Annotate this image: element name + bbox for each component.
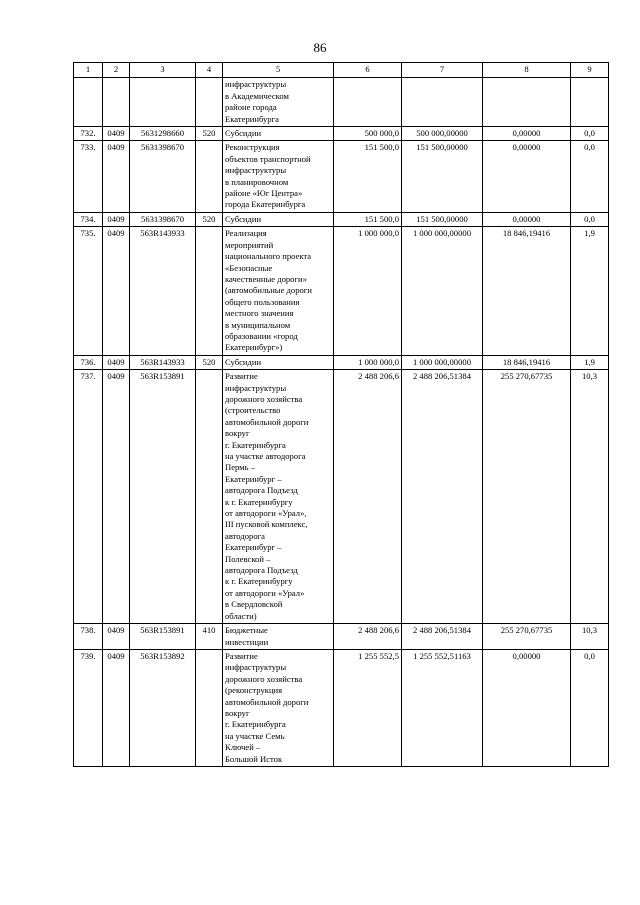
expense-type-code: 410 xyxy=(196,624,223,650)
amount-approved: 1 000 000,00000 xyxy=(402,355,483,369)
amount-planned: 1 000 000,0 xyxy=(334,227,402,355)
row-number: 739. xyxy=(74,649,103,766)
section-code: 0409 xyxy=(103,649,130,766)
row-number: 733. xyxy=(74,141,103,212)
amount-executed: 0,00000 xyxy=(483,127,571,141)
expense-type-code: 520 xyxy=(196,127,223,141)
table-row xyxy=(74,78,609,127)
item-name: Субсидии xyxy=(223,355,334,369)
item-name: Субсидии xyxy=(223,212,334,226)
column-header: 3 xyxy=(130,63,196,78)
amount-executed: 0,00000 xyxy=(483,649,571,766)
column-header: 9 xyxy=(571,63,609,78)
item-name: Субсидии xyxy=(223,127,334,141)
amount-executed: 18 846,19416 xyxy=(483,355,571,369)
amount-executed: 0,00000 xyxy=(483,212,571,226)
execution-percent: 0,0 xyxy=(571,141,609,212)
target-code: 563R143933 xyxy=(130,355,196,369)
table-row xyxy=(74,212,609,226)
column-header: 1 xyxy=(74,63,103,78)
column-header: 8 xyxy=(483,63,571,78)
amount-executed: 255 270,67735 xyxy=(483,370,571,624)
column-header: 6 xyxy=(334,63,402,78)
section-code: 0409 xyxy=(103,141,130,212)
table-row xyxy=(74,649,609,766)
target-code: 563R153891 xyxy=(130,624,196,650)
execution-percent: 0,0 xyxy=(571,649,609,766)
execution-percent xyxy=(571,78,609,127)
execution-percent: 1,9 xyxy=(571,355,609,369)
item-name: Развитие инфраструктуры дорожного хозяйства (строительство автомобильной дороги вокруг г. Екатеринбурга на участке автодорога Пермь – Екатеринбург – автодорога Подъезд к г. Екатеринбургу от автодороги «Урал», III пусковой комплекс, автодорога Екатеринбург – Полевской – автодорога Подъезд к г. Екатеринбургу от автодороги «Урал» в Свердловской области) xyxy=(223,370,334,624)
budget-table xyxy=(73,62,609,767)
amount-executed xyxy=(483,78,571,127)
amount-planned: 1 000 000,0 xyxy=(334,355,402,369)
table-row xyxy=(74,227,609,355)
section-code: 0409 xyxy=(103,370,130,624)
target-code: 563R143933 xyxy=(130,227,196,355)
row-number: 735. xyxy=(74,227,103,355)
amount-approved: 500 000,00000 xyxy=(402,127,483,141)
execution-percent: 0,0 xyxy=(571,127,609,141)
row-number: 732. xyxy=(74,127,103,141)
execution-percent: 10,3 xyxy=(571,624,609,650)
item-name: инфраструктуры в Академическом районе города Екатеринбурга xyxy=(223,78,334,127)
expense-type-code xyxy=(196,141,223,212)
section-code: 0409 xyxy=(103,212,130,226)
item-name: Реконструкция объектов транспортной инфраструктуры в планировочном районе «Юг Центра» города Екатеринбурга xyxy=(223,141,334,212)
amount-approved: 2 488 206,51384 xyxy=(402,370,483,624)
section-code: 0409 xyxy=(103,355,130,369)
target-code: 563R153892 xyxy=(130,649,196,766)
amount-planned: 151 500,0 xyxy=(334,212,402,226)
item-name: Реализация мероприятий национального проекта «Безопасные качественные дороги» (автомобильные дороги общего пользования местного значения в муниципальном образовании «город Екатеринбург») xyxy=(223,227,334,355)
amount-approved xyxy=(402,78,483,127)
amount-planned xyxy=(334,78,402,127)
section-code: 0409 xyxy=(103,227,130,355)
target-code: 5631398670 xyxy=(130,212,196,226)
row-number: 737. xyxy=(74,370,103,624)
table-row xyxy=(74,355,609,369)
item-name: Развитие инфраструктуры дорожного хозяйства (реконструкция автомобильной дороги вокруг г. Екатеринбурга на участке Семь Ключей – Большой Исток xyxy=(223,649,334,766)
table-row xyxy=(74,141,609,212)
execution-percent: 1,9 xyxy=(571,227,609,355)
section-code: 0409 xyxy=(103,624,130,650)
expense-type-code: 520 xyxy=(196,212,223,226)
amount-planned: 2 488 206,6 xyxy=(334,624,402,650)
target-code xyxy=(130,78,196,127)
row-number: 734. xyxy=(74,212,103,226)
row-number xyxy=(74,78,103,127)
amount-approved: 151 500,00000 xyxy=(402,212,483,226)
amount-approved: 151 500,00000 xyxy=(402,141,483,212)
column-header: 4 xyxy=(196,63,223,78)
expense-type-code xyxy=(196,370,223,624)
amount-approved: 1 000 000,00000 xyxy=(402,227,483,355)
amount-planned: 500 000,0 xyxy=(334,127,402,141)
column-header: 5 xyxy=(223,63,334,78)
table-row xyxy=(74,370,609,624)
column-header: 2 xyxy=(103,63,130,78)
section-code: 0409 xyxy=(103,127,130,141)
row-number: 738. xyxy=(74,624,103,650)
row-number: 736. xyxy=(74,355,103,369)
target-code: 5631298660 xyxy=(130,127,196,141)
header-row xyxy=(74,63,609,78)
section-code xyxy=(103,78,130,127)
page-number: 86 xyxy=(313,40,327,55)
amount-planned: 151 500,0 xyxy=(334,141,402,212)
amount-approved: 1 255 552,51163 xyxy=(402,649,483,766)
amount-executed: 0,00000 xyxy=(483,141,571,212)
amount-planned: 2 488 206,6 xyxy=(334,370,402,624)
expense-type-code xyxy=(196,78,223,127)
table-row xyxy=(74,624,609,650)
amount-planned: 1 255 552,5 xyxy=(334,649,402,766)
amount-executed: 255 270,67735 xyxy=(483,624,571,650)
target-code: 5631398670 xyxy=(130,141,196,212)
target-code: 563R153891 xyxy=(130,370,196,624)
item-name: Бюджетные инвестиции xyxy=(223,624,334,650)
column-header: 7 xyxy=(402,63,483,78)
expense-type-code xyxy=(196,227,223,355)
execution-percent: 10,3 xyxy=(571,370,609,624)
table-row xyxy=(74,127,609,141)
expense-type-code xyxy=(196,649,223,766)
amount-approved: 2 488 206,51384 xyxy=(402,624,483,650)
execution-percent: 0,0 xyxy=(571,212,609,226)
expense-type-code: 520 xyxy=(196,355,223,369)
amount-executed: 18 846,19416 xyxy=(483,227,571,355)
